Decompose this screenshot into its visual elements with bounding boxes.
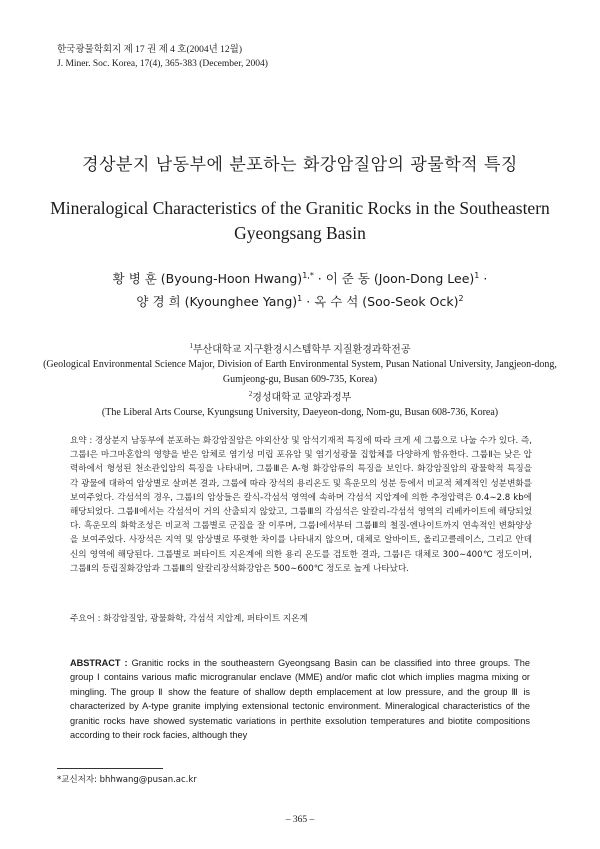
author-2: 이 준 동 (Joon-Dong Lee) [325, 271, 475, 287]
page-number: – 365 – [285, 815, 315, 825]
author-3-mark: 1 [297, 294, 303, 304]
author-line-1 [40, 266, 560, 289]
keywords-korean [70, 612, 532, 624]
title-korean: 경상분지 남동부에 분포하는 화강암질암의 광물학적 특징 [82, 155, 518, 175]
abstract-korean-text: 경상분지 남동부에 분포하는 화강암질암은 야외산상 및 암석기재적 특징에 따라 크게 세 그룹으로 나눌 수가 있다. 즉, 그룹Ⅰ은 마그마혼합의 영향을 받은 암체로 염기성 미립 포유암 및 염기성광물 집합체를 다양하게 함유한다. 그룹Ⅱ는 낮은 압력하에서 형성된 천소관입암의 특징을 나타내며, 그룹Ⅲ은 A-형 화강암류의 특징을 보인다. 화강암질암의 광물학적 특징을 각 광물에 대하여 암상별로 살펴본 결과, 그룹에 따라 장석의 용리온도 및 흑운모의 성분 등에서 비교적 체계적인 성분변화를 보여주었다. 각섬석의 경우, 그룹Ⅰ의 암상들은 칼식-각섬석 영역에 속하며 각섬석 지압계에 의한 추정압력은 0.4∼2.8 kb에 해당되었다. 그룹Ⅱ에서는 각섬석이 거의 산출되지 않았고, 그룹Ⅲ의 각섬석은 알칼리-각섬석 영역의 리베카이트에 해당되었다. 흑운모의 화학조성은 비교적 그룹별로 군집을 잘 이루며, 그룹Ⅰ에서부터 그룹Ⅲ의 철질-엔나이트까지 연속적인 변화양상을 보여주었다. 사장석은 지역 및 암상별로 뚜렷한 차이를 나타내지 않으며, 대체로 알바이트, 올리고클레이스, 그리고 안데신의 영역에 해당된다. 그룹별로 퍼타이트 지온계에 의한 용리 온도를 검토한 결과, 그룹Ⅰ은 대체로 300∼400℃ 정도이며, 그룹Ⅱ의 등립질화강암과 그룹Ⅲ의 알칼리장석화강암은 500∼600℃ 정도로 높게 나타났다. [70, 436, 532, 574]
author-1: 황 병 훈 (Byoung-Hoon Hwang) [112, 271, 303, 287]
author-trailing-dot: · [479, 271, 488, 287]
affiliation-1-korean-text: 부산대학교 지구환경시스템학부 지질환경과학전공 [192, 344, 411, 356]
affiliations [30, 339, 570, 421]
author-1-mark: 1,* [302, 271, 314, 280]
author-4: 옥 수 석 (Soo-Seok Ock) [314, 294, 459, 310]
affiliation-2-korean-text: 경성대학교 교양과정부 [252, 392, 352, 404]
author-separator: · [302, 294, 315, 310]
journal-line-english: J. Miner. Soc. Korea, 17(4), 365-383 (December, 2004) [57, 59, 268, 69]
author-2-mark: 1 [474, 271, 480, 280]
title-english: Mineralogical Characteristics of the Granitic Rocks in the Southeastern Gyeongsang Basin [50, 198, 550, 243]
keywords-label: 주요어 : [70, 614, 101, 624]
footnote-divider [57, 768, 163, 769]
author-separator: · [313, 271, 326, 287]
author-4-mark: 2 [458, 294, 464, 304]
abstract-english [70, 656, 530, 742]
affiliation-2-mark: 2 [248, 390, 253, 399]
affiliation-2-english: (The Liberal Arts Course, Kyungsung University, Daeyeon-dong, Nom-gu, Busan 608-736, Korea) [101, 407, 499, 419]
affiliation-1-english: (Geological Environmental Science Major, Division of Earth Environmental System, Pusan National University, Jangjeon-dong, Gumjeong-gu, Busan 609-735, Korea) [43, 358, 557, 385]
affiliation-2-korean [30, 387, 570, 406]
abstract-korean-label: 요약 : [70, 436, 93, 446]
author-3: 양 경 희 (Kyounghee Yang) [136, 294, 298, 310]
abstract-english-label: ABSTRACT : [70, 658, 128, 668]
author-line-2 [40, 289, 560, 312]
abstract-korean [70, 434, 532, 576]
keywords-text: 화강암질암, 광물화학, 각섬석 지압계, 퍼타이트 지온계 [100, 614, 308, 624]
journal-header [57, 43, 268, 71]
affiliation-1-korean [30, 339, 570, 358]
journal-line-korean: 한국광물학회지 제 17 권 제 4 호(2004년 12월) [57, 45, 243, 55]
author-list [40, 266, 560, 312]
affiliation-1-mark: 1 [189, 342, 193, 350]
corresponding-author-footnote: *교신저자: bhhwang@pusan.ac.kr [57, 775, 197, 785]
abstract-english-text: Granitic rocks in the southeastern Gyeongsang Basin can be classified into three groups. The group Ⅰ contains various mafic microgranular enclave (MME) and/or mafic clot which implies magma mixing or mingling. The group Ⅱ show the feature of shallow depth emplacement at low pressure, and the group Ⅲ is characterized by A-type granite implying extensional tectonic environment. Mineralogical characteristics of the granitic rocks have showed systematic variations in perthite exsolution temperatures and biotite compositions according to their rock facies, although they [70, 658, 530, 741]
